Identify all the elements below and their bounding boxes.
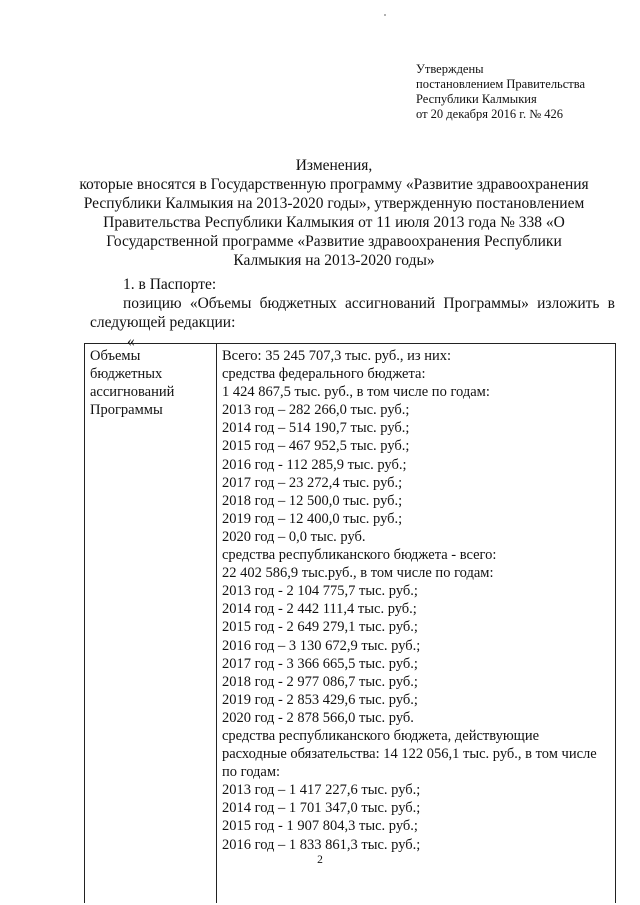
approval-block xyxy=(416,62,585,122)
section-item: 1. в Паспорте: xyxy=(123,276,217,293)
budget-table xyxy=(84,343,616,903)
approval-line: Республики Калмыкия xyxy=(416,92,537,106)
scan-speck xyxy=(384,14,386,16)
row-header-line: ассигнований xyxy=(90,384,175,401)
budget-line: 2015 год - 2 649 279,1 тыс. руб.; xyxy=(222,619,418,636)
approval-line: Утверждены xyxy=(416,62,484,76)
heading-line: Правительства Республики Калмыкия от 11 июля 2013 года № 338 «О xyxy=(103,214,565,231)
row-header-line: Объемы xyxy=(90,348,141,364)
budget-line: средства республиканского бюджета - всего: xyxy=(222,547,497,564)
heading-line: Изменения, xyxy=(295,157,373,174)
budget-line: 2014 год – 514 190,7 тыс. руб.; xyxy=(222,420,410,437)
heading-line: которые вносятся в Государственную программу «Развитие здравоохранения xyxy=(79,176,589,193)
column-divider xyxy=(216,344,217,903)
document-heading xyxy=(60,156,608,270)
budget-line: 2016 год – 1 833 861,3 тыс. руб.; xyxy=(222,836,421,853)
budget-line: 2014 год – 1 701 347,0 тыс. руб.; xyxy=(222,800,421,817)
heading-line: Государственной программе «Развитие здравоохранения Республики xyxy=(106,233,562,250)
heading-line: Республики Калмыкия на 2013-2020 годы», утвержденную постановлением xyxy=(83,195,585,212)
heading-line: Калмыкия на 2013-2020 годы» xyxy=(233,252,435,269)
budget-line: расходные обязательства: 14 122 056,1 тыс. руб., в том числе xyxy=(222,746,597,763)
budget-line: 1 424 867,5 тыс. руб., в том числе по годам: xyxy=(222,384,490,401)
budget-line: 2013 год - 2 104 775,7 тыс. руб.; xyxy=(222,583,418,600)
budget-line: Всего: 35 245 707,3 тыс. руб., из них: xyxy=(222,348,452,364)
budget-line: 2020 год – 0,0 тыс. руб. xyxy=(222,528,366,545)
budget-line: 2016 год - 112 285,9 тыс. руб.; xyxy=(222,456,407,473)
budget-details-cell xyxy=(222,347,612,854)
budget-line: по годам: xyxy=(222,764,281,781)
budget-line: 2013 год – 1 417 227,6 тыс. руб.; xyxy=(222,782,421,799)
budget-line: 2017 год – 23 272,4 тыс. руб.; xyxy=(222,474,403,491)
approval-line: постановлением Правительства xyxy=(416,77,586,91)
approval-line: от 20 декабря 2016 г. № 426 xyxy=(416,107,564,121)
budget-line: 2013 год – 282 266,0 тыс. руб.; xyxy=(222,402,410,419)
budget-line: 2018 год – 12 500,0 тыс. руб.; xyxy=(222,492,403,509)
budget-line: 2018 год - 2 977 086,7 тыс. руб.; xyxy=(222,673,418,690)
row-header-cell xyxy=(90,347,210,419)
page-number: 2 xyxy=(317,854,323,866)
open-quote: « xyxy=(127,333,135,350)
budget-line: средства республиканского бюджета, действующие xyxy=(222,727,540,744)
row-header-line: Программы xyxy=(90,402,163,419)
budget-line: 2019 год - 2 853 429,6 тыс. руб.; xyxy=(222,691,418,708)
budget-line: 2014 год - 2 442 111,4 тыс. руб.; xyxy=(222,601,417,618)
row-header-line: бюджетных xyxy=(90,366,163,383)
budget-line: 2015 год – 467 952,5 тыс. руб.; xyxy=(222,438,410,455)
budget-line: 2015 год - 1 907 804,3 тыс. руб.; xyxy=(222,818,418,835)
budget-line: 2016 год – 3 130 672,9 тыс. руб.; xyxy=(222,637,421,654)
budget-line: 2020 год - 2 878 566,0 тыс. руб. xyxy=(222,709,414,726)
budget-line: 2019 год – 12 400,0 тыс. руб.; xyxy=(222,510,403,527)
budget-line: 22 402 586,9 тыс.руб., в том числе по годам: xyxy=(222,565,494,582)
instruction-paragraph: позицию «Объемы бюджетных ассигнований Программы» изложить в следующей редакции: xyxy=(90,295,615,331)
budget-line: 2017 год - 3 366 665,5 тыс. руб.; xyxy=(222,655,418,672)
budget-line: средства федерального бюджета: xyxy=(222,366,426,383)
intro-section xyxy=(90,275,615,351)
